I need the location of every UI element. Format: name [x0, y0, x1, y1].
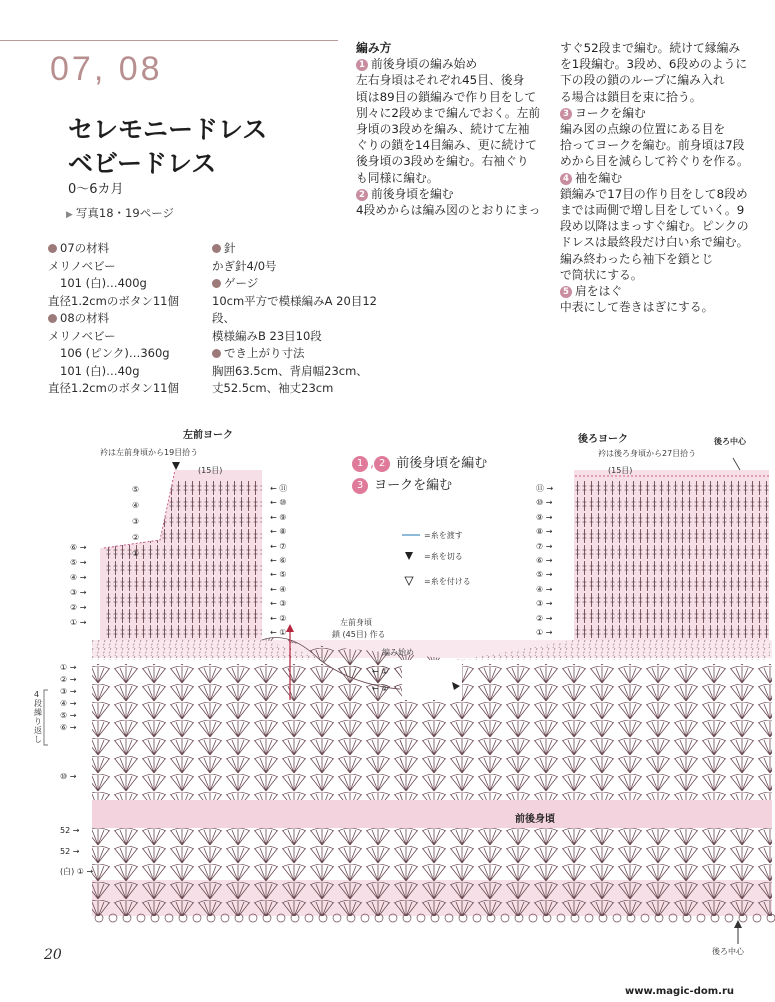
row-label: ①	[132, 549, 140, 558]
left-yoke-row-labels-left	[70, 482, 140, 627]
row-label: ← ③	[270, 599, 287, 609]
row-label: ⑥ →	[70, 543, 87, 552]
armhole-gap	[400, 660, 462, 700]
step-number-badge: 2	[356, 189, 368, 201]
material-text: 直径1.2cmのボタン11個	[48, 381, 179, 395]
instruction-text: 肩をはぐ	[575, 284, 623, 299]
row-label: ⑤ →	[536, 570, 553, 580]
instruction-text: 編み図の点線の位置にある目を	[560, 122, 726, 137]
instruction-text: 前後身頃を編む	[371, 186, 454, 201]
step-number-badge: 4	[560, 173, 572, 185]
row-label: ⑦ →	[536, 541, 553, 551]
row-label: ← ⑩	[270, 498, 287, 508]
material-text: 08の材料	[60, 311, 110, 325]
instruction-text: 段め以降はまっすぐ編む。ピンクの	[560, 219, 749, 234]
back-yoke-note: 衿は後ろ身頃から27目拾う	[598, 449, 697, 458]
row-label: ← ①	[372, 667, 389, 676]
row-label: ⑥ →	[536, 556, 553, 566]
material-text: 丈52.5cm、袖丈23cm	[212, 381, 334, 395]
step-number-badge: 1	[356, 59, 368, 71]
pattern-number: 07, 08	[50, 50, 163, 88]
row-label: ← ⑤	[270, 570, 287, 580]
left-body-note-2: 鎖 (45目) 作る	[332, 630, 386, 639]
material-text: かぎ針4/0号	[212, 258, 277, 273]
material-text: 10cm平方で模様編みA 20目12段、	[212, 293, 377, 325]
page-number: 20	[44, 947, 62, 963]
step-2-badge: 2	[374, 456, 390, 472]
body-fans-center	[400, 700, 462, 800]
instruction-text: 左右身頃はそれぞれ45目、後身	[356, 73, 525, 88]
back-stitch-count: (15目)	[608, 466, 633, 475]
row-label: ④ →	[70, 573, 87, 582]
legend-cut-yarn: =糸を切る	[424, 552, 463, 561]
title-line-2: ベビードレス	[68, 149, 217, 178]
left-body-note-1: 左前身頃	[340, 618, 372, 627]
site-url[interactable]: www.magic-dom.ru	[625, 986, 735, 997]
step-legend-1: 1 , 2 前後身頃を編む	[352, 452, 487, 472]
instruction-text: 身頃の3段めを編み、続けて左袖	[356, 122, 530, 137]
row-label: ② →	[536, 613, 553, 623]
material-text: 胸囲63.5cm、背肩幅23cm、	[212, 363, 368, 378]
instructions-heading: 編み方	[356, 41, 392, 55]
row-label: ⑤ →	[60, 711, 77, 720]
body-row-labels-right	[372, 663, 388, 697]
material-text: でき上がり寸法	[224, 346, 305, 360]
instruction-text: 別々に2段めまで編んでおく。左前	[356, 105, 541, 120]
back-yoke-row-labels-left	[536, 482, 553, 640]
legend-cut-yarn-icon	[405, 552, 413, 560]
row-label: ③	[132, 517, 140, 526]
row-label: ⑧ →	[536, 527, 553, 537]
instruction-text: 前後身頃の編み始め	[371, 57, 478, 72]
repeat-note: 4段繰り返し	[34, 690, 42, 744]
material-text: 07の材料	[60, 241, 110, 255]
row-label: ④ →	[536, 584, 553, 594]
instruction-text: 4段めからは編み図のとおりにまっ	[356, 203, 541, 218]
material-text: 101 (白)…40g	[60, 363, 140, 378]
row-label: ← ⑪	[270, 484, 288, 493]
material-text: ゲージ	[224, 276, 259, 290]
start-note: 編み始め	[382, 648, 414, 657]
row-label: 52 →	[60, 826, 80, 835]
instruction-text: 下の段の鎖のループに編み入れ	[560, 73, 725, 88]
instruction-text: る場合は鎖目を束に拾う。	[560, 89, 702, 104]
instruction-text: で筒状にする。	[560, 267, 643, 282]
row-label: ① →	[70, 618, 87, 627]
body-label-band	[92, 800, 772, 828]
size-range: 0〜6カ月	[68, 182, 124, 197]
row-label: ② →	[60, 675, 77, 684]
back-yoke-stitches	[574, 480, 769, 638]
row-label: ③ →	[536, 599, 553, 609]
row-label: ← ⑦	[270, 541, 287, 551]
row-label: ③ →	[60, 687, 77, 696]
left-yoke-row-labels-right	[270, 482, 287, 640]
row-label: ← ⑨	[270, 512, 287, 522]
back-yoke-title: 後ろヨーク	[578, 434, 628, 445]
body-fans-lower	[92, 828, 772, 880]
step-legend-1-text: 前後身頃を編む	[396, 456, 488, 471]
instruction-text: も同様に編む。	[356, 170, 439, 185]
step-1-badge: 1	[352, 456, 368, 472]
instruction-text: ドレスは最終段だけ白い糸で編む。	[560, 235, 749, 250]
row-label: ④ →	[60, 699, 77, 708]
left-stitch-count: (15目)	[198, 466, 223, 475]
body-fans-right	[462, 664, 772, 800]
row-label: ← ④	[270, 584, 287, 594]
step-number-badge: 3	[560, 108, 572, 120]
row-label: ← ①	[270, 628, 287, 638]
instruction-text: 鎖編みで17目の作り目をして8段め	[560, 186, 748, 201]
row-label: (白) ① →	[60, 867, 94, 876]
row-label: ← ⑥	[270, 556, 287, 566]
cut-yarn-icon	[172, 462, 180, 470]
row-label: ⑩ →	[60, 772, 77, 781]
material-text: 101 (白)…400g	[60, 276, 147, 290]
row-label: ⑨ →	[536, 512, 553, 522]
row-label: ⑪ →	[536, 484, 554, 493]
row-label: ⑩ →	[536, 498, 553, 508]
row-label: ②	[132, 533, 140, 542]
row-label: ← ②	[372, 684, 389, 693]
instruction-text: 袖を編む	[575, 170, 623, 185]
step-legend-2	[352, 474, 452, 494]
row-label: ③ →	[70, 588, 87, 597]
row-label: ← ⑧	[270, 527, 287, 537]
left-yoke-row-labels-lower	[70, 540, 86, 630]
material-text: メリノベビー	[48, 258, 116, 273]
step-legend-2-text: ヨークを編む	[374, 478, 453, 493]
row-label: ← ②	[270, 613, 287, 623]
instruction-text: 中表にして巻きはぎにする。	[560, 300, 714, 315]
material-text: 針	[224, 241, 236, 255]
row-label: ⑤ →	[70, 558, 87, 567]
row-label: 52 →	[60, 847, 80, 856]
row-label: ② →	[70, 603, 87, 612]
back-center-bottom: 後ろ中心	[712, 947, 744, 956]
row-label: ⑥ →	[60, 723, 77, 732]
instruction-text: ヨークを編む	[575, 105, 646, 120]
row-label: ④	[132, 501, 140, 510]
instruction-text: 頃は89目の鎖編みで作り目をして	[356, 89, 537, 104]
instruction-text: すぐ52段まで編む。続けて縁編み	[560, 41, 741, 55]
left-yoke-title: 左前ヨーク	[183, 430, 233, 441]
body-label: 前後身頃	[515, 814, 555, 825]
instruction-text: めから目を減らして衿ぐりを作る。	[560, 154, 749, 169]
body-fans-left	[92, 664, 402, 800]
instruction-text: までは両側で増し目をしていく。9	[560, 203, 745, 218]
body-row-labels	[60, 663, 93, 877]
legend-join-yarn-icon	[405, 577, 413, 585]
back-center-top: 後ろ中心	[714, 437, 746, 446]
instruction-text: を1段編む。3段め、6段めのように	[560, 57, 748, 72]
legend-carry-yarn: =糸を渡す	[424, 531, 463, 540]
instruction-text: 後身頃の3段めを編む。右袖ぐり	[356, 154, 529, 169]
row-label: ① →	[536, 628, 553, 638]
title-line-1: セレモニードレス	[68, 115, 268, 144]
material-text: 直径1.2cmのボタン11個	[48, 293, 179, 308]
step-number-badge: 5	[560, 286, 572, 298]
legend-join-yarn: =糸を付ける	[424, 577, 471, 586]
photo-reference-text: 写真18・19ページ	[75, 206, 174, 220]
row-label: ⑤	[132, 485, 140, 494]
edging-fans	[92, 880, 772, 916]
step-3-badge: 3	[352, 478, 368, 494]
material-text: メリノベビー	[48, 328, 116, 343]
triangle-icon: ▶	[66, 210, 73, 220]
row-label: ① →	[60, 663, 77, 672]
material-text: 模様編みB 23目10段	[212, 328, 322, 343]
instruction-text: ぐりの鎖を14目編み、更に続けて	[356, 138, 537, 153]
left-yoke-note: 衿は左前身頃から19目拾う	[100, 448, 199, 457]
instruction-text: 拾ってヨークを編む。前身頃は7段	[560, 138, 745, 153]
back-center-top-arrow	[733, 458, 740, 470]
material-text: 106 (ピンク)…360g	[60, 346, 170, 360]
instruction-text: 編み終わったら袖下を鎖とじ	[560, 251, 714, 266]
